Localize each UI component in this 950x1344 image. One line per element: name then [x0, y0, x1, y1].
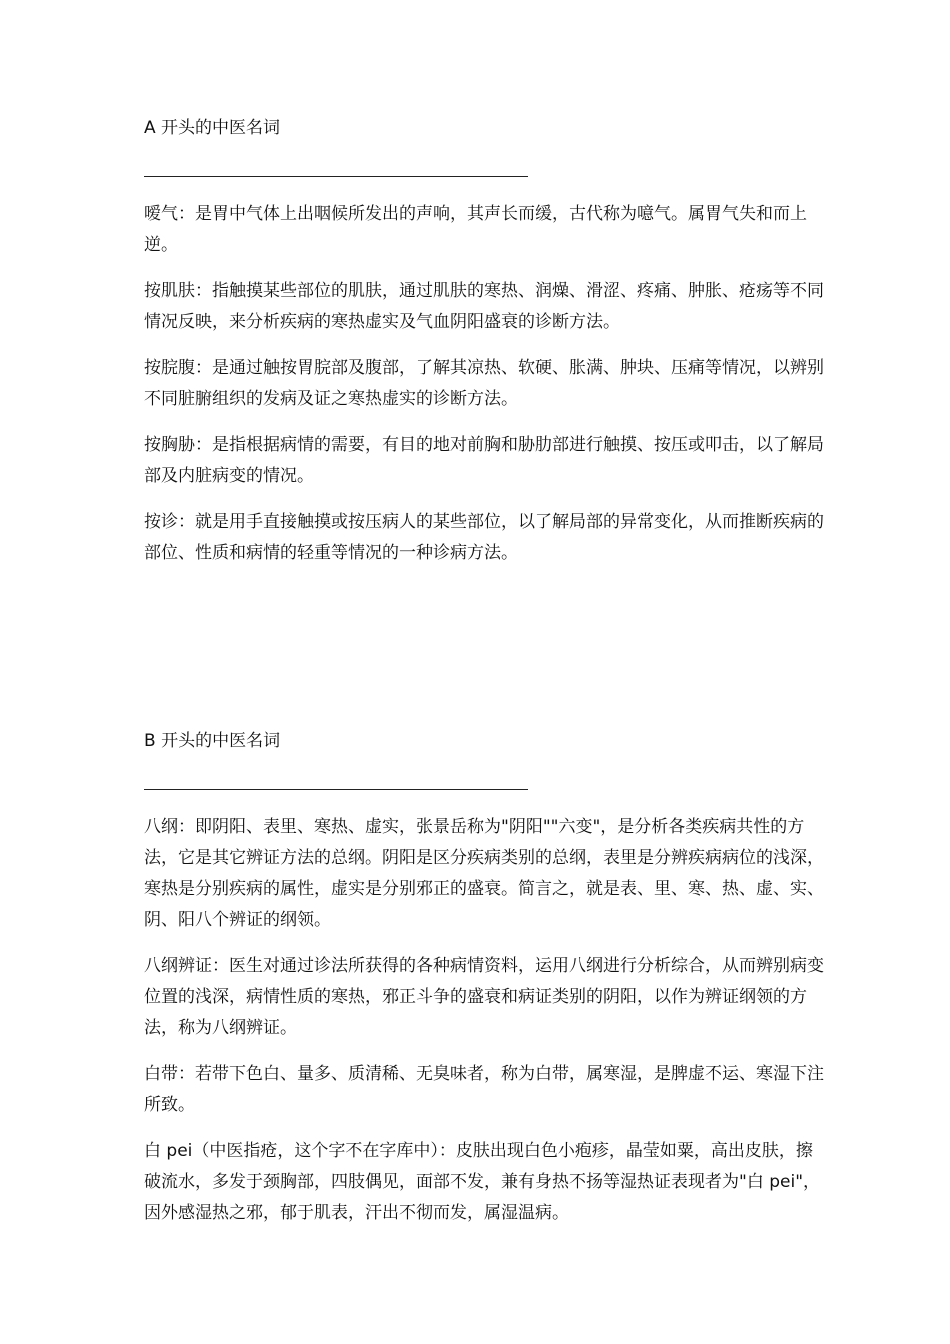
section-heading: A 开头的中医名词: [144, 118, 281, 138]
entry-separator: ：: [212, 956, 229, 976]
entry-definition: 医生对通过诊法所获得的各种病情资料，运用八纲进行分析综合，从而辨别病变位置的浅深，病情性质的寒热，邪正斗争的盛衰和病证类别的阴阳，以作为辨证纲领的方法，称为八纲辨证。: [144, 956, 824, 1038]
entry-definition: 若带下色白、量多、质清稀、无臭味者，称为白带，属寒湿，是脾虚不运、寒湿下注所致。: [144, 1064, 824, 1115]
entry-separator: ：: [195, 435, 212, 455]
entry-separator: ：: [178, 204, 195, 224]
entry-definition: 皮肤出现白色小疱疹，晶莹如粟，高出皮肤，擦破流水，多发于颈胸部，四肢偶见，面部不发，兼有身热不扬等湿热证表现者为"白 pei"，因外感湿热之邪，郁于肌表，汗出不彻而发，属湿温病。: [144, 1141, 821, 1223]
entry-definition: 就是用手直接触摸或按压病人的某些部位，以了解局部的异常变化，从而推断疾病的部位、性质和病情的轻重等情况的一种诊病方法。: [144, 512, 824, 563]
entry-separator: ：: [178, 1064, 195, 1084]
glossary-entry: [144, 430, 824, 492]
entry-separator: ：: [178, 817, 195, 837]
entry-separator: ：: [195, 281, 212, 301]
glossary-entry: [144, 507, 824, 569]
divider-line: [144, 789, 528, 790]
entry-term: 按肌肤: [144, 281, 195, 301]
divider-line: [144, 176, 528, 177]
entry-separator: ：: [195, 358, 212, 378]
entry-term: 八纲辨证: [144, 956, 212, 976]
entry-separator: ：: [178, 512, 195, 532]
glossary-entry: [144, 812, 824, 936]
glossary-entry: [144, 353, 824, 415]
entry-term: 按胸胁: [144, 435, 195, 455]
entry-term: 八纲: [144, 817, 178, 837]
entry-term: 白 pei（中医指疮，这个字不在字库中）: [144, 1141, 439, 1161]
section-b: [144, 729, 824, 1244]
entry-term: 按诊: [144, 512, 178, 532]
entry-definition: 是通过触按胃脘部及腹部，了解其凉热、软硬、胀满、肿块、压痛等情况，以辨别不同脏腑组织的发病及证之寒热虚实的诊断方法。: [144, 358, 824, 409]
entry-definition: 是胃中气体上出咽候所发出的声响，其声长而缓，古代称为噫气。属胃气失和而上逆。: [144, 204, 807, 255]
glossary-entry: [144, 1136, 824, 1229]
glossary-entry: [144, 1059, 824, 1121]
entry-term: 按脘腹: [144, 358, 195, 378]
section-heading: B 开头的中医名词: [144, 731, 281, 751]
glossary-entry: [144, 199, 824, 261]
entry-definition: 即阴阳、表里、寒热、虚实，张景岳称为"阴阳""六变"，是分析各类疾病共性的方法，它是其它辨证方法的总纲。阴阳是区分疾病类别的总纲，表里是分辨疾病病位的浅深，寒热是分别疾病的属性，虚实是分别邪正的盛衰。简言之，就是表、里、寒、热、虚、实、阴、阳八个辨证的纲领。: [144, 817, 824, 930]
section-a: [144, 116, 824, 584]
glossary-entry: [144, 951, 824, 1044]
entry-definition: 是指根据病情的需要，有目的地对前胸和胁肋部进行触摸、按压或叩击，以了解局部及内脏病变的情况。: [144, 435, 824, 486]
entry-definition: 指触摸某些部位的肌肤，通过肌肤的寒热、润燥、滑涩、疼痛、肿胀、疮疡等不同情况反映，来分析疾病的寒热虚实及气血阴阳盛衰的诊断方法。: [144, 281, 824, 332]
entry-term: 嗳气: [144, 204, 178, 224]
entry-term: 白带: [144, 1064, 178, 1084]
entry-separator: ：: [438, 1141, 456, 1161]
glossary-entry: [144, 276, 824, 338]
